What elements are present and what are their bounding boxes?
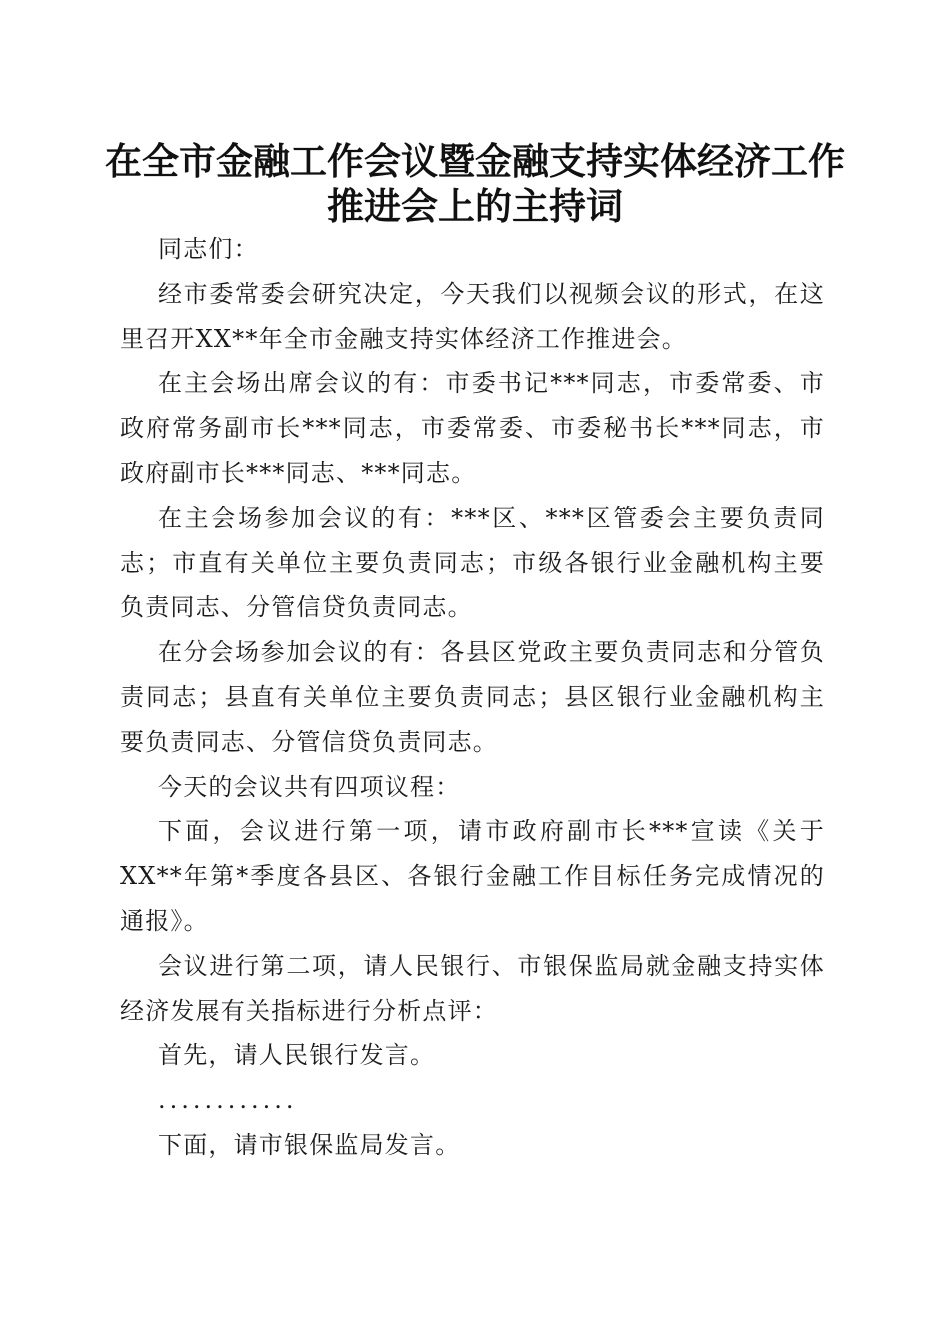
- paragraph-agenda: 今天的会议共有四项议程：: [158, 772, 461, 801]
- salutation: 同志们：: [158, 235, 259, 263]
- paragraph-intro: 经市委常委会研究决定，今天我们以视频会议的形式，在这里召开XX**年全市金融支持实体经济工作推进会。: [120, 279, 825, 353]
- document-title-line-1: 在全市金融工作会议暨金融支持实体经济工作: [105, 139, 845, 183]
- document-body: [120, 227, 825, 1168]
- paragraph-first-speaker: 首先，请人民银行发言。: [158, 1041, 436, 1070]
- paragraph-agenda-item-2: 会议进行第二项，请人民银行、市银保监局就金融支持实体经济发展有关指标进行分析点评：: [120, 951, 825, 1025]
- paragraph-main-participants: 在主会场参加会议的有：***区、***区管委会主要负责同志；市直有关单位主要负责同志；市级各银行业金融机构主要负责同志、分管信贷负责同志。: [120, 503, 825, 622]
- ellipsis-line: ............: [158, 1086, 298, 1115]
- paragraph-agenda-item-1: 下面，会议进行第一项，请市政府副市长***宣读《关于XX**年第*季度各县区、各银行金融工作目标任务完成情况的通报》。: [120, 817, 825, 935]
- document-title-line-2: 推进会上的主持词: [327, 184, 623, 228]
- paragraph-next-speaker: 下面，请市银保监局发言。: [158, 1130, 461, 1159]
- paragraph-branch-participants: 在分会场参加会议的有：各县区党政主要负责同志和分管负责同志；县直有关单位主要负责同志；县区银行业金融机构主要负责同志、分管信贷负责同志。: [120, 638, 825, 756]
- paragraph-main-attendees: 在主会场出席会议的有：市委书记***同志，市委常委、市政府常务副市长***同志，市委常委、市委秘书长***同志，市政府副市长***同志、***同志。: [120, 369, 825, 487]
